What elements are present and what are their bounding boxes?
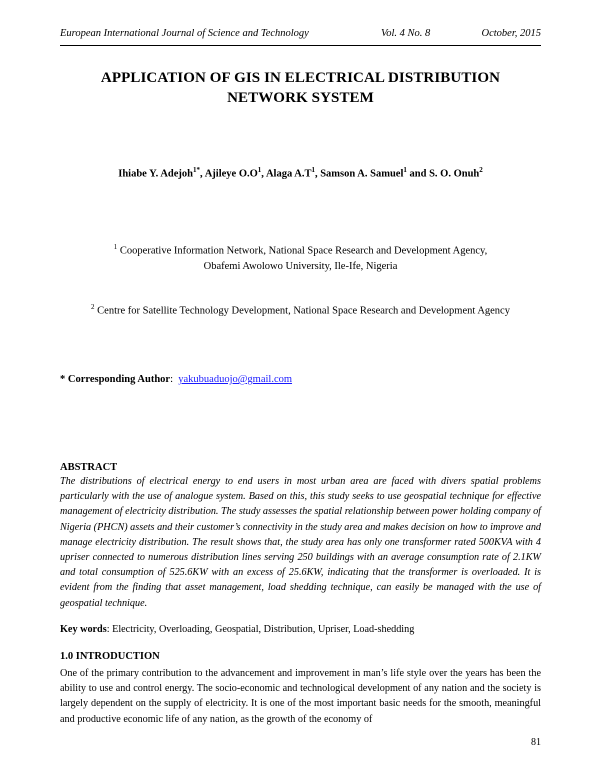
- author-affiliation-mark: 1*: [193, 166, 201, 174]
- running-header: [60, 28, 541, 42]
- affiliation-line: Obafemi Awolowo University, Ile-Ife, Nigeria: [203, 260, 398, 272]
- title-line-1: APPLICATION OF GIS IN ELECTRICAL DISTRIBUTION: [100, 70, 501, 86]
- header-rule: [60, 45, 541, 46]
- affiliation-number: 2: [91, 303, 95, 311]
- affiliation-2: [60, 300, 541, 319]
- journal-name: European International Journal of Science and Technology: [60, 28, 309, 39]
- author-name: Ajileye O.O: [204, 168, 258, 180]
- author-name: Alaga A.T: [265, 168, 312, 180]
- keywords: Key words: Electricity, Overloading, Geospatial, Distribution, Upriser, Load-shedding: [60, 624, 415, 635]
- author-affiliation-mark: 1: [311, 166, 315, 174]
- author-separator: ,: [261, 168, 266, 180]
- corresponding-author-label: * Corresponding Author: [60, 374, 171, 385]
- author-name: Samson A. Samuel: [320, 168, 404, 180]
- author-affiliation-mark: 1: [403, 166, 407, 174]
- corresponding-author: * Corresponding Author: yakubuaduojo@gmail.com: [60, 374, 293, 385]
- author-name: S. O. Onuh: [429, 168, 480, 180]
- affiliation-line: Centre for Satellite Technology Development, National Space Research and Development Agency: [97, 305, 510, 317]
- corresponding-email-link[interactable]: yakubuaduojo@gmail.com: [178, 374, 293, 385]
- author-separator: ,: [200, 168, 205, 180]
- author-affiliation-mark: 2: [479, 166, 483, 174]
- author-list: [60, 166, 541, 180]
- author-affiliation-mark: 1: [257, 166, 262, 174]
- paper-title: [60, 68, 541, 108]
- affiliation-line: Cooperative Information Network, National Space Research and Development Agency,: [119, 245, 488, 257]
- keywords-text: Electricity, Overloading, Geospatial, Distribution, Upriser, Load-shedding: [112, 624, 415, 635]
- abstract-text: The distributions of electrical energy to end users in most urban area are faced with divers spatial problems particularly with the use of analogue system. Based on this, this study seeks to use geospatial technique for effective management of electricity distribution. The study assesses the spatial relationship between power holding company of Nigeria (PHCN) assets and their customer’s connectivity in the study area and makes decision on how to improve and manage electricity distribution. The result shows that, the study area has only one transformer rated 500KVA with 4 upriser connected to numerous distribution lines serving 250 buildings with an average consumption rate of 2.1KW and total consumption of 525.6KW with an excess of 25.6KW, indicating that the transformer is overloaded. It is evident from the finding that asset management, load shedding technique, can easily be managed with the use of geospatial technique.: [60, 476, 542, 609]
- author-name: Ihiabe Y. Adejoh: [118, 168, 194, 180]
- title-line-2: NETWORK SYSTEM: [227, 90, 374, 106]
- abstract-heading: ABSTRACT: [60, 462, 118, 473]
- author-separator: and: [406, 168, 430, 180]
- affiliation-number: 1: [113, 243, 118, 251]
- keywords-label: Key words: [60, 624, 107, 635]
- page-number: 81: [531, 737, 541, 748]
- author-separator: ,: [314, 168, 321, 180]
- introduction-text: One of the primary contribution to the advancement and improvement in man’s life style over the years has been the ability to use and control energy. The socio-economic and technological development of any nation and the society is largely dependent on the supply of electricity. It is one of the most important basic needs for the smooth, meaningful and productive economic life of any nation, as the growth of the economy of: [60, 668, 541, 725]
- affiliation-1: [60, 240, 541, 274]
- volume-number: Vol. 4 No. 8: [381, 28, 431, 39]
- issue-date: October, 2015: [481, 28, 541, 39]
- section-heading-introduction: 1.0 INTRODUCTION: [60, 651, 160, 662]
